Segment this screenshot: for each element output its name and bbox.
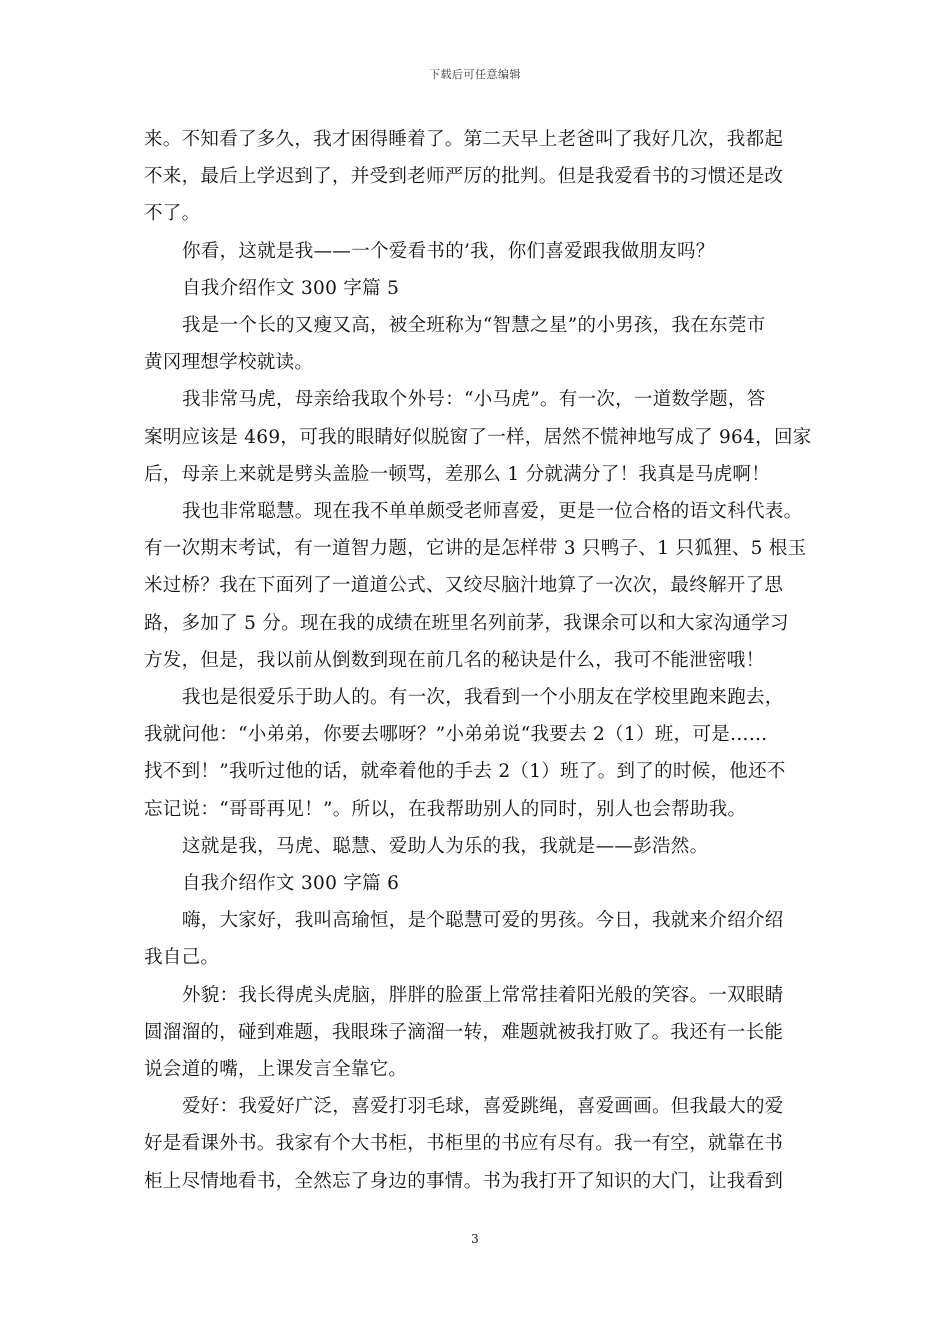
- paragraph: [144, 828, 816, 865]
- text-line: 外貌：我长得虎头虎脑，胖胖的脸蛋上常常挂着阳光般的笑容。一双眼睛: [182, 984, 784, 1006]
- paragraph: [144, 902, 816, 976]
- paragraph: [144, 679, 816, 828]
- paragraph: [144, 493, 816, 679]
- text-line: 后，母亲上来就是劈头盖脸一顿骂，差那么 1 分就满分了！我真是马虎啊！: [144, 463, 771, 485]
- paragraph: [144, 977, 816, 1089]
- paragraph: [144, 270, 816, 307]
- text-line: 我就问他：“小弟弟，你要去哪呀？”小弟弟说“我要去 2（1）班，可是……: [144, 724, 768, 746]
- text-line: 嗨，大家好，我叫高瑜恒，是个聪慧可爱的男孩。今日，我就来介绍介绍: [182, 910, 784, 932]
- paragraph: [144, 865, 816, 902]
- text-line: 来。不知看了多久，我才困得睡着了。第二天早上老爸叫了我好几次，我都起: [144, 129, 784, 150]
- text-line: 说会道的嘴，上课发言全靠它。: [144, 1059, 408, 1081]
- text-line: 我自己。: [144, 947, 220, 969]
- page-number: 3: [471, 1232, 479, 1246]
- text-line: 忘记说：“哥哥再见！”。所以，在我帮助别人的同时，别人也会帮助我。: [144, 798, 747, 820]
- text-line: 案明应该是 469，可我的眼睛好似脱窗了一样，居然不慌神地写成了 964，回家: [144, 426, 812, 448]
- text-line: 不来，最后上学迟到了，并受到老师严厉的批判。但是我爱看书的习惯还是改: [144, 166, 784, 188]
- paragraph: [144, 1088, 816, 1200]
- text-line: 黄冈理想学校就读。: [144, 352, 314, 374]
- text-line: 不了。: [144, 203, 201, 225]
- text-line: 我非常马虎，母亲给我取个外号：“小马虎”。有一次，一道数学题，答: [182, 389, 766, 411]
- paragraph: [144, 307, 816, 381]
- document-body: [144, 121, 816, 1200]
- text-line: 爱好：我爱好广泛，喜爱打羽毛球，喜爱跳绳，喜爱画画。但我最大的爱: [182, 1096, 784, 1118]
- paragraph: [144, 381, 816, 493]
- text-line: 自我介绍作文 300 字篇 6: [182, 873, 400, 895]
- text-line: 找不到！”我听过他的话，就牵着他的手去 2（1）班了。到了的时候，他还不: [144, 761, 786, 783]
- text-line: 我也非常聪慧。现在我不单单颇受老师喜爱，更是一位合格的语文科代表。: [182, 501, 803, 523]
- text-line: 好是看课外书。我家有个大书柜，书柜里的书应有尽有。我一有空，就靠在书: [144, 1133, 784, 1155]
- text-line: 有一次期末考试，有一道智力题，它讲的是怎样带 3 只鸭子、1 只狐狸、5 根玉: [144, 538, 807, 560]
- text-line: 自我介绍作文 300 字篇 5: [182, 277, 400, 299]
- text-line: 我是一个长的又瘦又高，被全班称为“智慧之星”的小男孩，我在东莞市: [182, 315, 766, 337]
- text-line: 你看，这就是我——一个爱看书的’我，你们喜爱跟我做朋友吗？: [182, 240, 715, 262]
- text-line: 米过桥？我在下面列了一道道公式、又绞尽脑汁地算了一次次，最终解开了思: [144, 575, 784, 597]
- text-line: 路，多加了 5 分。现在我的成绩在班里名列前茅，我课余可以和大家沟通学习: [144, 612, 789, 634]
- paragraph: [144, 121, 816, 233]
- text-line: 圆溜溜的，碰到难题，我眼珠子滴溜一转，难题就被我打败了。我还有一长能: [144, 1021, 784, 1043]
- text-line: 我也是很爱乐于助人的。有一次，我看到一个小朋友在学校里跑来跑去，: [182, 687, 784, 709]
- paragraph: [144, 233, 816, 270]
- text-line: 方发，但是，我以前从倒数到现在前几名的秘诀是什么，我可不能泄密哦！: [144, 649, 765, 671]
- text-line: 这就是我，马虎、聪慧、爱助人为乐的我，我就是——彭浩然。: [182, 835, 709, 857]
- text-line: 柜上尽情地看书，全然忘了身边的事情。书为我打开了知识的大门，让我看到: [144, 1170, 784, 1192]
- page-header: 下载后可任意编辑: [429, 68, 521, 81]
